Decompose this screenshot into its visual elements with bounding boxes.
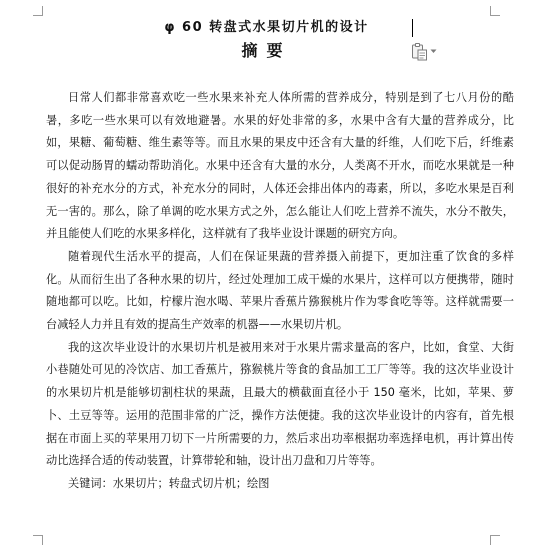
abstract-paragraph: 我的这次毕业设计的水果切片机是被用来对于水果片需求量高的客户，比如，食堂、大街小巷随处可见的冷饮店、加工香蕉片，猕猴桃片等食的食品加工工厂等等。我的这次毕业设计的水果切片机是能够切割柱状的果蔬，且最大的横截面直径小于 150 毫米，比如，苹果、萝卜、土豆等等。运用的范围非常的广泛，操作方法便捷。我的这次毕业设计的内容有，首先根据在市面上买的苹果用刀切下一片所需要的力，然后求出功率根据功率选择电机，再计算出传动比选择合适的传动装置，计算带轮和轴，设计出刀盘和刀片等等。 (46, 340, 514, 468)
abstract-paragraph: 随着现代生活水平的提高，人们在保证果蔬的营养摄入前提下，更加注重了饮食的多样化。从而衍生出了各种水果的切片，经过处理加工成干燥的水果片，这样可以方便携带，随时随地都可以吃。比如，柠檬片泡水喝、苹果片香蕉片猕猴桃片作为零食吃等等。这样就需要一台减轻人力并且有效的提高生产效率的机器——水果切片机。 (46, 249, 514, 332)
paste-options-button[interactable] (411, 41, 439, 61)
chevron-down-icon (430, 49, 437, 54)
margin-corner-mark (490, 535, 500, 545)
document-title: φ 60 转盘式水果切片机的设计 (164, 20, 369, 35)
abstract-body[interactable] (46, 87, 514, 496)
abstract-heading: 摘要 (241, 41, 292, 60)
abstract-paragraph: 日常人们都非常喜欢吃一些水果来补充人体所需的营养成分，特别是到了七八月份的酷暑，多吃一些水果可以有效地避暑。水果的好处非常的多，水果中含有大量的营养成分，比如，果糖、葡萄糖、维生素等等。而且水果的果皮中还含有大量的纤维，人们吃下后，纤维素可以促动肠胃的蠕动帮助消化。水果中还含有大量的水分，人类离不开水，而吃水果就是一种很好的补充水分的方式，补充水分的同时，人体还会排出体内的毒素，所以，多吃水果是百利无一害的。那么，除了单调的吃水果方式之外，怎么能让人们吃上营养不流失，水分不散失，并且能使人们吃的水果多样化，这样就有了我毕业设计课题的研究方向。 (46, 91, 514, 241)
margin-corner-mark (33, 535, 43, 545)
text-cursor (412, 19, 413, 37)
keywords-line: 关键词：水果切片；转盘式切片机；绘图 (68, 476, 270, 490)
margin-corner-mark (33, 6, 43, 16)
margin-corner-mark (490, 6, 500, 16)
paste-options-icon (411, 42, 428, 61)
